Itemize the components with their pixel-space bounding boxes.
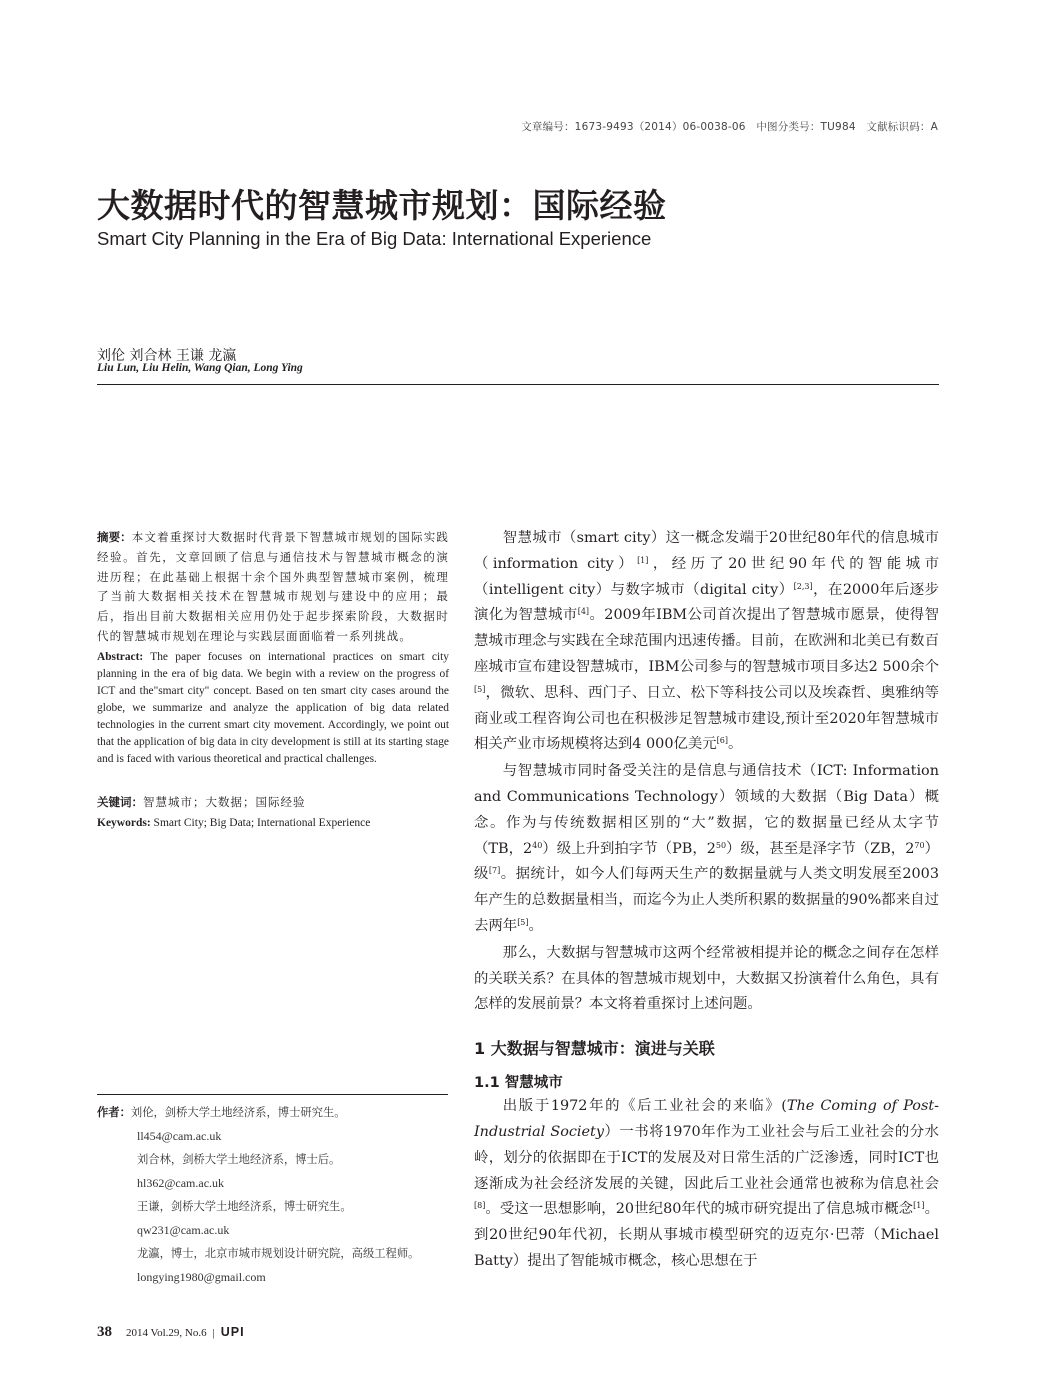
citation-ref: [2,3] <box>793 581 813 591</box>
text-run: ，微软、思科、西门子、日立、松下等科技公司以及埃森哲、奥雅纳等商业或工程咨询公司也在积极涉足智慧城市建设,预计至2020年智慧城市相关产业市场规模将达到4 000亿美元 <box>474 684 939 753</box>
citation-ref: [1] <box>913 1201 925 1211</box>
abstract-english-label: Abstract: <box>97 650 144 663</box>
text-run: 。受这一思想影响，20世纪80年代的城市研究提出了信息城市概念 <box>485 1201 914 1218</box>
text-run: ，经历了20世纪90年代的智能城市（intelligent city）与数字城市（digital city） <box>474 555 940 598</box>
footer-separator: | <box>212 1327 215 1339</box>
citation-ref: [1] <box>637 555 649 565</box>
article-title-chinese: 大数据时代的智慧城市规划：国际经验 <box>97 186 667 225</box>
body-paragraph-4 <box>474 1094 939 1275</box>
text-run: 。 <box>728 736 743 753</box>
abstract-chinese-text: 本文着重探讨大数据时代背景下智慧城市规划的国际实践经验。首先，文章回顾了信息与通信技术与智慧城市概念的演进历程；在此基础上根据十余个国外典型智慧城市案例，梳理了当前大数据相关技术在智慧城市规划与建设中的应用；最后，指出目前大数据相关应用仍处于起步探索阶段，大数据时代的智慧城市规划在理论与实践层面面临着一系列挑战。 <box>97 530 450 643</box>
author-info-label: 作者： <box>97 1106 131 1119</box>
journal-logo: UPI <box>220 1325 245 1339</box>
abstract-english-text: The paper focuses on international practices on smart city planning in the era of big data. We begin with a review on the progress of ICT and the"smart city" concept. Based on ten smart city cases around the globe, we summarize and analyze the application of big data related technologies in the current smart city movement. Accordingly, we point out that the application of big data in city development is still at its starting stage and is faced with various theoretical and practical challenges. <box>97 650 449 766</box>
citation-ref: [7] <box>488 866 501 876</box>
keywords-english-label: Keywords: <box>97 817 151 830</box>
authors-english: Liu Lun, Liu Helin, Wang Qian, Long Ying <box>97 362 303 374</box>
author-affiliation: 龙瀛，博士，北京市城市规划设计研究院，高级工程师。 <box>137 1247 420 1260</box>
author-info <box>97 1101 449 1289</box>
keywords-english <box>97 817 449 829</box>
text-run: ）一书将1970年作为工业社会与后工业社会的分水岭，划分的依据即在于ICT的发展及对日常生活的广泛渗透，同时ICT也逐渐成为社会经济发展的关键，因此后工业社会通常也被称为信息社会 <box>474 1123 940 1192</box>
text-run: 与智慧城市同时备受关注的是信息与通信技术（ICT: Information and Communications Technology）领域的大数据（Big Data）概念。作为与传统数据相区别的“大”数据，它的数据量已经从太字节（TB，2 <box>474 763 939 857</box>
abstract-english <box>97 649 449 769</box>
citation-ref: [6] <box>716 736 729 746</box>
text-run: 。据统计，如今人们每两天生产的数据量就与人类文明发展至2003年产生的总数据量相当，而迄今为止人类所积累的数据量的90%都来自过去两年 <box>474 866 939 934</box>
exponent: 50 <box>715 840 727 850</box>
authors-chinese: 刘伦 刘合林 王谦 龙瀛 <box>97 348 237 364</box>
page-footer <box>97 1323 245 1341</box>
article-meta-line: 文章编号：1673-9493（2014）06-0038-06 中图分类号：TU984 文献标识码：A <box>521 121 938 133</box>
text-run: ）级上升到拍字节（PB，2 <box>542 840 716 857</box>
body-paragraph-3: 那么，大数据与智慧城市这两个经常被相提并论的概念之间存在怎样的关联关系？在具体的智慧城市规划中，大数据又扮演着什么角色，具有怎样的发展前景？本文将着重探讨上述问题。 <box>474 944 939 1013</box>
page-number: 38 <box>97 1324 112 1340</box>
keywords-chinese-text: 智慧城市；大数据；国际经验 <box>143 795 306 810</box>
section-heading: 1 大数据与智慧城市：演进与关联 <box>474 1039 715 1059</box>
author-affiliation: 刘合林，剑桥大学土地经济系，博士后。 <box>137 1153 341 1166</box>
subsection-heading: 1.1 智慧城市 <box>474 1075 563 1092</box>
text-run: 智慧城市（smart city）这一概念发端于20世纪80年代的信息城市（information city） <box>474 530 939 572</box>
body-column <box>474 526 939 1275</box>
author-email: longying1980@gmail.com <box>137 1269 266 1284</box>
citation-ref: [4] <box>577 607 590 617</box>
book-title: The Coming of Post-Industrial Society <box>474 1098 939 1140</box>
keywords-chinese-label: 关键词： <box>97 795 143 810</box>
text-run: ）级 <box>474 840 939 883</box>
text-run: 。 <box>528 917 543 934</box>
article-title-english: Smart City Planning in the Era of Big Data: International Experience <box>97 228 652 249</box>
exponent: 70 <box>914 840 925 850</box>
keywords-english-text: Smart City; Big Data; International Experience <box>153 817 371 830</box>
author-email: ll454@cam.ac.uk <box>137 1128 222 1143</box>
citation-ref: [5] <box>474 684 486 694</box>
text-run: 出版于1972年的《后工业社会的来临》( <box>502 1098 787 1115</box>
author-email: qw231@cam.ac.uk <box>137 1222 230 1237</box>
abstract-chinese-label: 摘要： <box>97 530 132 544</box>
citation-ref: [5] <box>517 917 529 927</box>
author-line <box>97 1101 449 1125</box>
abstract-column <box>97 528 449 829</box>
issue-info: 2014 Vol.29, No.6 <box>126 1327 207 1339</box>
body-paragraph-1 <box>474 526 939 758</box>
abstract-chinese <box>97 528 449 647</box>
keywords-chinese <box>97 794 449 810</box>
exponent: 40 <box>532 840 543 850</box>
text-run: ）级，甚至是泽字节（ZB，2 <box>726 840 915 857</box>
author-affiliation: 刘伦，剑桥大学土地经济系，博士研究生。 <box>130 1106 346 1119</box>
text-run: 。到20世纪90年代初，长期从事城市模型研究的迈克尔·巴蒂（Michael Batty）提出了智能城市概念，核心思想在于 <box>474 1201 939 1269</box>
text-run: 。2009年IBM公司首次提出了智慧城市愿景，使得智慧城市理念与实践在全球范围内迅速传播。目前，在欧洲和北美已有数百座城市宣布建设智慧城市，IBM公司参与的智慧城市项目多达2 500余个 <box>474 607 939 675</box>
text-run: ，在2000年后逐步演化为智慧城市 <box>474 581 940 624</box>
citation-ref: [8] <box>474 1201 486 1211</box>
author-email: hl362@cam.ac.uk <box>137 1175 225 1190</box>
author-info-divider <box>97 1094 448 1095</box>
header-divider <box>97 384 939 385</box>
body-paragraph-2 <box>474 759 939 940</box>
author-affiliation: 王谦，剑桥大学土地经济系，博士研究生。 <box>137 1200 352 1213</box>
